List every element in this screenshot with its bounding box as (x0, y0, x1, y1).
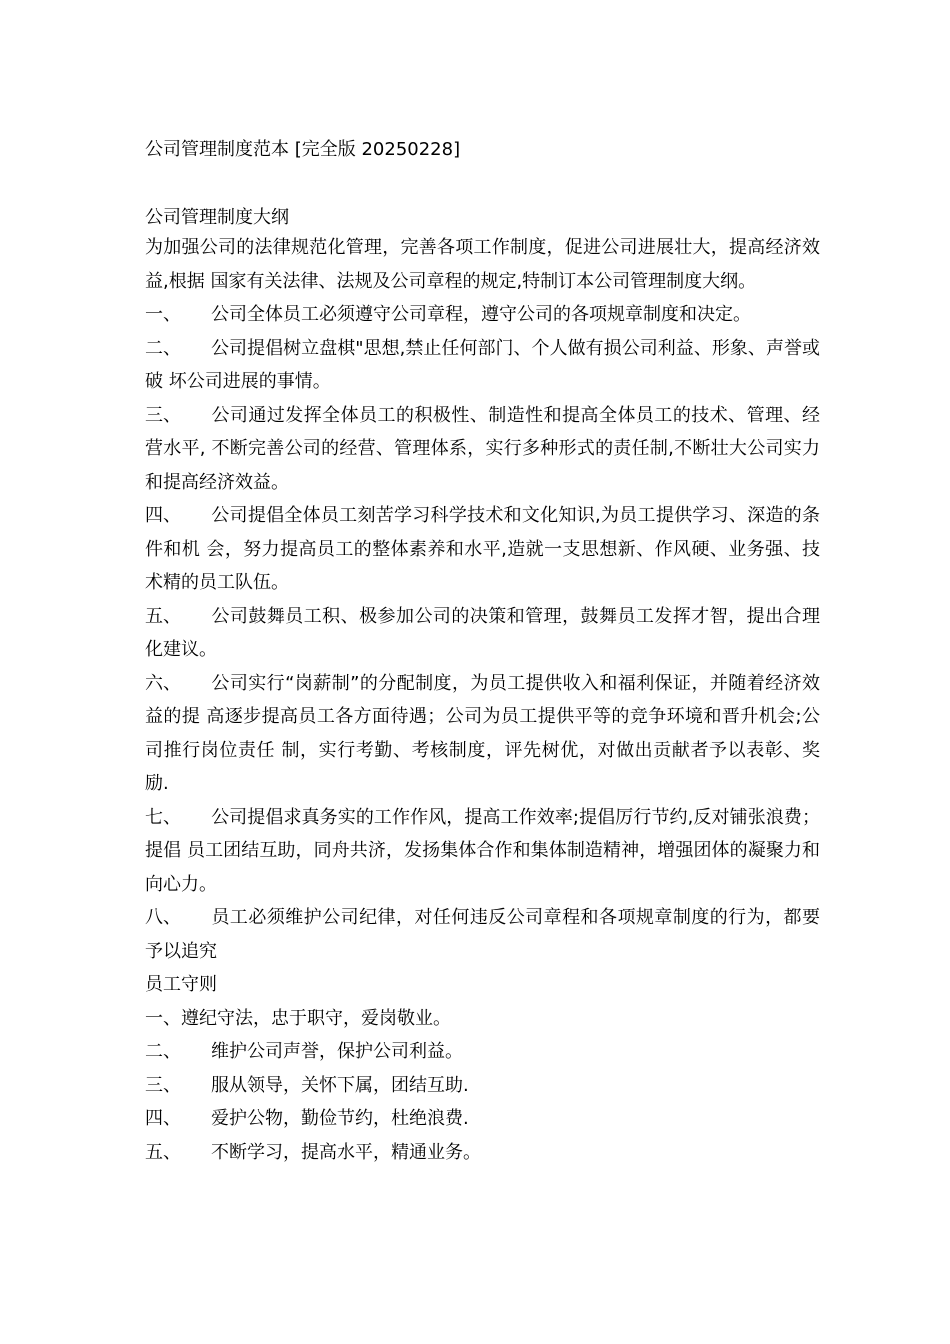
rule-text: 服从领导，关怀下属，团结互助. (211, 1074, 469, 1096)
rule-number: 一、 (145, 1007, 181, 1029)
article-item (145, 399, 820, 500)
article-text: 公司实行“岗薪制”的分配制度，为员工提供收入和福利保证，并随着经济效益的提 高逐步提高员工各方面待遇；公司为员工提供平等的竞争环境和晋升机会;公司推行岗位责任 制，实行考勤、考核制度，评先树优，对做出贡献者予以表彰、奖励. (145, 672, 820, 794)
article-number: 八、 (145, 907, 181, 928)
article-number: 六、 (145, 672, 181, 694)
rule-item (145, 1102, 820, 1136)
article-text: 公司通过发挥全体员工的积极性、制造性和提高全体员工的技术、管理、经营水平, 不断完善公司的经营、管理体系，实行多种形式的责任制,不断壮大公司实力和提高经济效益。 (145, 404, 820, 493)
rule-item (145, 1035, 820, 1069)
rules-heading: 员工守则 (145, 974, 217, 995)
article-number: 一、 (145, 304, 181, 325)
article-item (145, 600, 820, 667)
article-text: 公司鼓舞员工积、极参加公司的决策和管理，鼓舞员工发挥才智，提出合理化建议。 (145, 605, 820, 660)
article-text: 公司提倡树立盘棋"思想,禁止任何部门、个人做有损公司利益、形象、声誉或破 坏公司进展的事情。 (145, 337, 820, 392)
article-number: 五、 (145, 605, 181, 627)
rule-text: 维护公司声誉，保护公司利益。 (211, 1041, 463, 1062)
rule-text: 爱护公物，勤俭节约，杜绝浪费. (211, 1108, 469, 1129)
article-text: 公司提倡全体员工刻苦学习科学技术和文化知识,为员工提供学习、深造的条件和机 会，努力提高员工的整体素养和水平,造就一支思想新、作风硬、业务强、技术精的员工队伍。 (145, 505, 820, 593)
article-item (145, 332, 820, 399)
article-text: 员工必须维护公司纪律，对任何违反公司章程和各项规章制度的行为，都要予以追究 (145, 907, 820, 962)
rule-text: 不断学习，提高水平，精通业务。 (211, 1141, 481, 1163)
document-body (145, 205, 820, 1169)
outline-heading: 公司管理制度大纲 (145, 207, 289, 228)
rule-text: 遵纪守法，忠于职守，爱岗敬业。 (181, 1007, 451, 1029)
article-number: 三、 (145, 404, 181, 426)
rule-item (145, 1136, 820, 1170)
rule-item (145, 1069, 820, 1103)
article-number: 四、 (145, 505, 181, 526)
article-item (145, 901, 820, 968)
intro-text: 为加强公司的法律规范化管理，完善各项工作制度，促进公司进展壮大，提高经济效益,根据 国家有关法律、法规及公司章程的规定,特制订本公司管理制度大纲。 (145, 237, 820, 292)
rule-item (145, 1002, 820, 1036)
article-number: 二、 (145, 337, 181, 359)
article-text: 公司全体员工必须遵守公司章程，遵守公司的各项规章制度和决定。 (211, 304, 751, 325)
article-item (145, 298, 820, 332)
document-title: 公司管理制度范本 [完全版 20250228] (145, 139, 461, 160)
article-item (145, 667, 820, 801)
intro-paragraph (145, 231, 820, 298)
rule-number: 二、 (145, 1041, 181, 1062)
article-item (145, 499, 820, 600)
article-text: 公司提倡求真务实的工作作风，提高工作效率;提倡厉行节约,反对铺张浪费；提倡 员工团结互助，同舟共济，发扬集体合作和集体制造精神，增强团体的凝聚力和向心力。 (145, 806, 820, 895)
rule-number: 四、 (145, 1108, 181, 1129)
article-item (145, 801, 820, 902)
rule-number: 五、 (145, 1141, 181, 1163)
rule-number: 三、 (145, 1074, 181, 1096)
article-number: 七、 (145, 806, 181, 828)
